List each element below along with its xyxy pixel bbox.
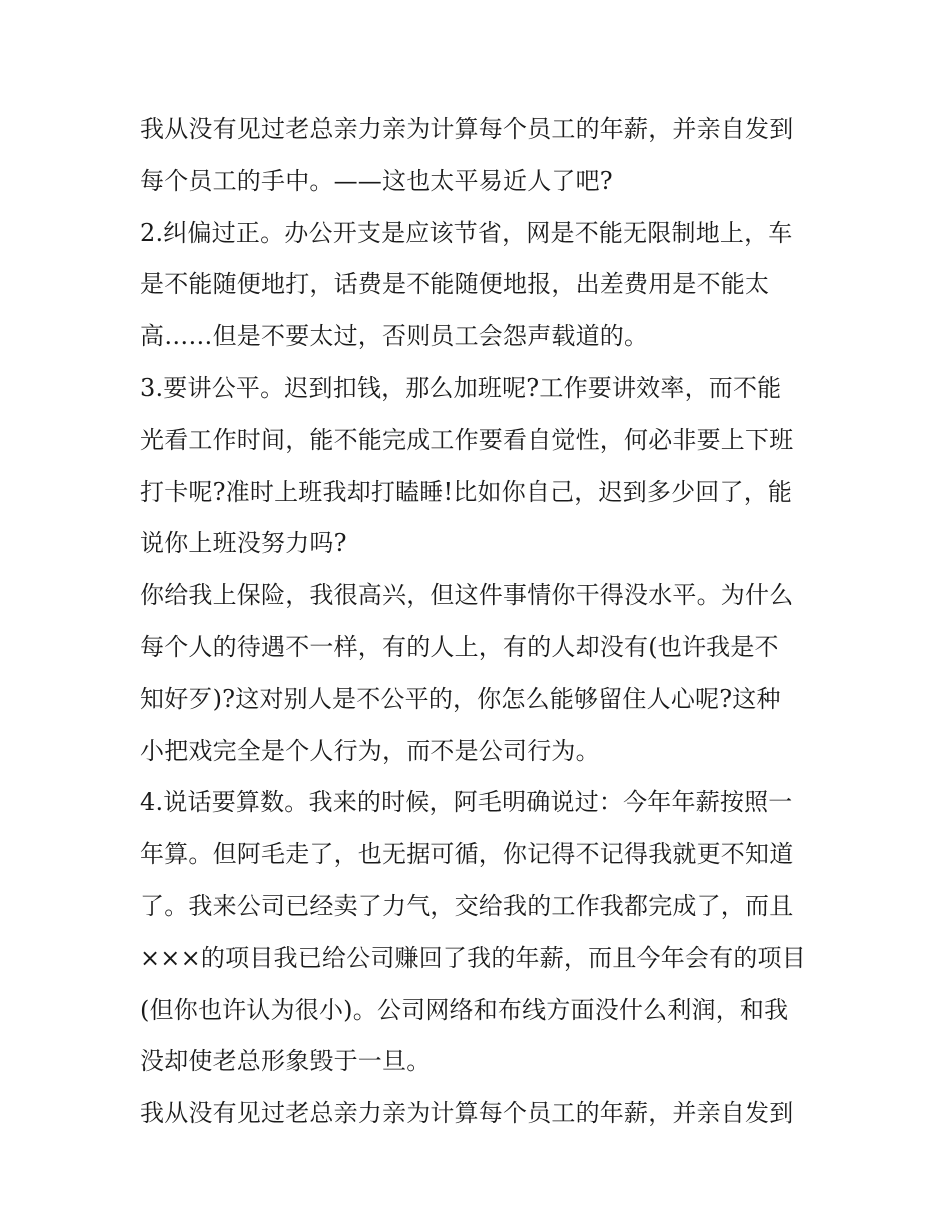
- text-line: 高……但是不要太过，否则员工会怨声载道的。: [140, 322, 649, 351]
- text-line: 知好歹)?这对别人是不公平的，你怎么能够留住人心呢?这种: [140, 684, 781, 713]
- text-line: (但你也许认为很小)。公司网络和布线方面没什么利润，和我: [140, 995, 789, 1024]
- text-line: 每个人的待遇不一样，有的人上，有的人却没有(也许我是不: [140, 632, 779, 661]
- text-line: 3.要讲公平。迟到扣钱，那么加班呢?工作要讲效率，而不能: [140, 373, 782, 402]
- text-line: 了。我来公司已经卖了力气，交给我的工作我都完成了，而且: [140, 891, 794, 920]
- text-line: 每个员工的手中。——这也太平易近人了吧?: [140, 166, 613, 195]
- text-line: 年算。但阿毛走了，也无据可循，你记得不记得我就更不知道: [140, 840, 794, 869]
- text-line: 说你上班没努力吗?: [140, 529, 347, 558]
- text-line: 打卡呢?准时上班我却打瞌睡!比如你自己，迟到多少回了，能: [140, 477, 793, 506]
- text-line: 小把戏完全是个人行为，而不是公司行为。: [140, 736, 600, 765]
- document-body: [140, 104, 820, 1140]
- text-line: 是不能随便地打，话费是不能随便地报，出差费用是不能太: [140, 270, 770, 299]
- text-line: 你给我上保险，我很高兴，但这件事情你干得没水平。为什么: [140, 581, 794, 610]
- text-line: 4.说话要算数。我来的时候，阿毛明确说过：今年年薪按照一: [140, 788, 793, 817]
- text-line: 我从没有见过老总亲力亲为计算每个员工的年薪，并亲自发到: [140, 115, 794, 143]
- text-line: 光看工作时间，能不能完成工作要看自觉性，何必非要上下班: [140, 425, 794, 454]
- text-line: ×××的项目我已给公司赚回了我的年薪，而且今年会有的项目: [140, 943, 806, 972]
- text-line: 我从没有见过老总亲力亲为计算每个员工的年薪，并亲自发到: [140, 1099, 794, 1128]
- text-line: 没却使老总形象毁于一旦。: [140, 1047, 431, 1076]
- text-line: 2.纠偏过正。办公开支是应该节省，网是不能无限制地上，车: [140, 218, 793, 247]
